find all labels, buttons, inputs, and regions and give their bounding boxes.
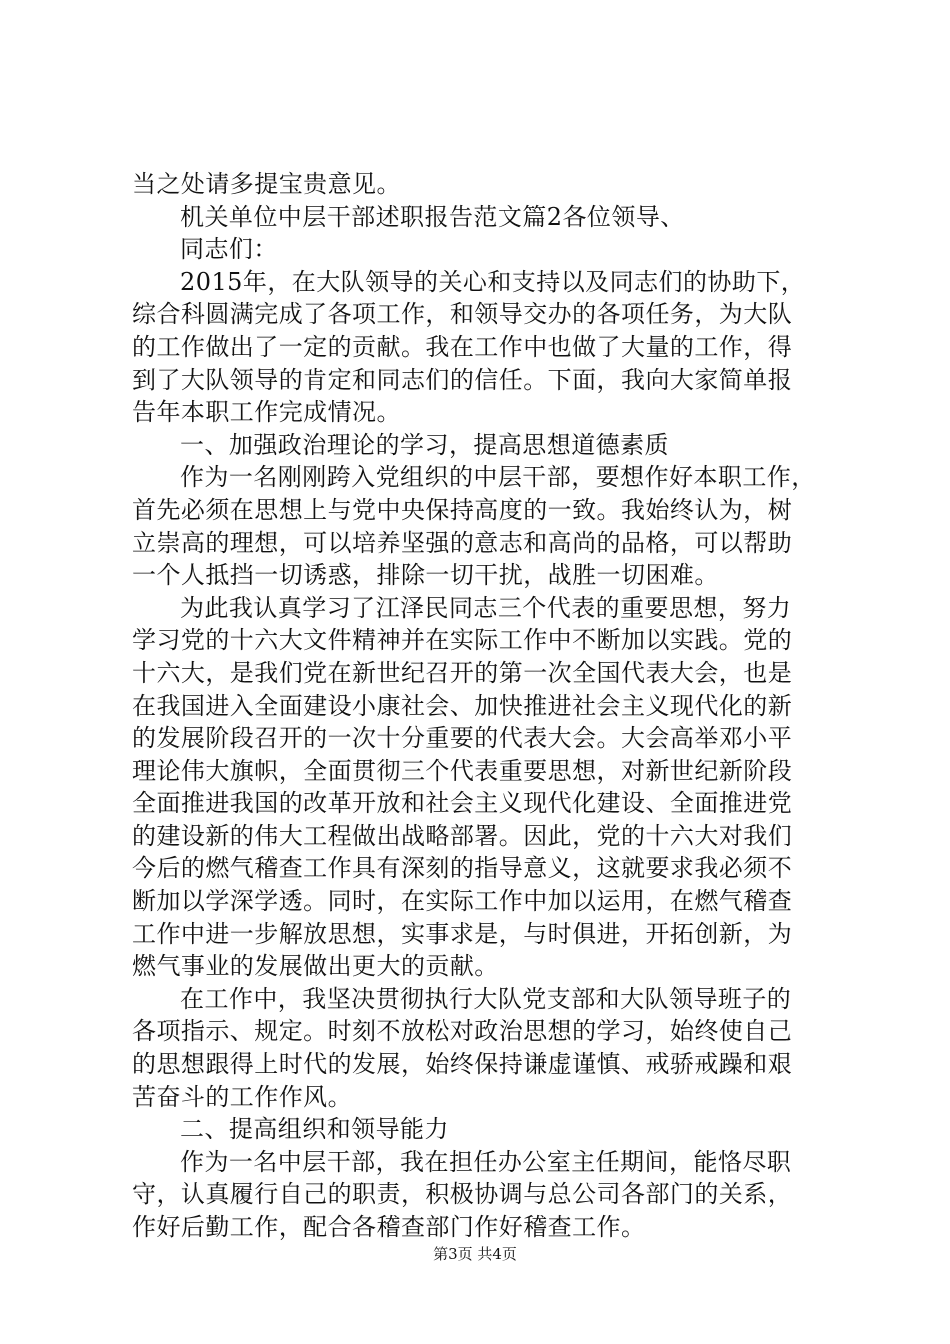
text-line: 苦奋斗的工作作风。 — [132, 1082, 353, 1111]
text-line: 在工作中，我坚决贯彻执行大队党支部和大队领导班子的 — [180, 984, 792, 1013]
text-line: 燃气事业的发展做出更大的贡献。 — [132, 952, 499, 981]
document-body — [132, 168, 832, 1244]
text-line: 机关单位中层干部述职报告范文篇2各位领导、 — [180, 202, 685, 231]
text-line: 工作中进一步解放思想，实事求是，与时俱进，开拓创新，为 — [132, 919, 793, 948]
text-line: 2015年，在大队领导的关心和支持以及同志们的协助下， — [180, 267, 806, 296]
text-line: 各项指示、规定。时刻不放松对政治思想的学习，始终使自己 — [132, 1017, 793, 1046]
text-line: 的工作做出了一定的贡献。我在工作中也做了大量的工作，得 — [132, 332, 793, 361]
text-line: 十六大，是我们党在新世纪召开的第一次全国代表大会，也是 — [132, 658, 793, 687]
text-line: 一个人抵挡一切诱惑，排除一切干扰，战胜一切困难。 — [132, 561, 719, 590]
text-line: 的建设新的伟大工程做出战略部署。因此，党的十六大对我们 — [132, 821, 793, 850]
text-line: 学习党的十六大文件精神并在实际工作中不断加以实践。党的 — [132, 626, 793, 655]
page-number-footer: 第3页 共4页 — [433, 1245, 517, 1263]
text-line: 今后的燃气稽查工作具有深刻的指导意义，这就要求我必须不 — [132, 854, 793, 883]
text-line: 的发展阶段召开的一次十分重要的代表大会。大会高举邓小平 — [132, 724, 793, 753]
text-line: 在我国进入全面建设小康社会、加快推进社会主义现代化的新 — [132, 691, 793, 720]
text-line: 当之处请多提宝贵意见。 — [132, 170, 401, 198]
section-heading: 一、加强政治理论的学习，提高思想道德素质 — [180, 430, 669, 459]
text-line: 为此我认真学习了江泽民同志三个代表的重要思想，努力 — [180, 593, 792, 622]
text-line: 作好后勤工作，配合各稽查部门作好稽查工作。 — [132, 1213, 646, 1241]
text-line: 同志们： — [180, 235, 278, 264]
text-line: 理论伟大旗帜，全面贯彻三个代表重要思想，对新世纪新阶段 — [132, 756, 793, 785]
text-line: 断加以学深学透。同时，在实际工作中加以运用，在燃气稽查 — [132, 887, 793, 916]
text-line: 全面推进我国的改革开放和社会主义现代化建设、全面推进党 — [132, 789, 793, 818]
text-line: 综合科圆满完成了各项工作，和领导交办的各项任务，为大队 — [132, 300, 793, 329]
text-line: 立崇高的理想，可以培养坚强的意志和高尚的品格，可以帮助 — [132, 528, 793, 557]
section-heading: 二、提高组织和领导能力 — [180, 1115, 449, 1144]
text-line: 告年本职工作完成情况。 — [132, 398, 401, 427]
text-line: 守，认真履行自己的职责，积极协调与总公司各部门的关系， — [132, 1180, 793, 1209]
text-line: 作为一名中层干部，我在担任办公室主任期间，能恪尽职 — [180, 1147, 792, 1176]
text-line: 首先必须在思想上与党中央保持高度的一致。我始终认为，树 — [132, 495, 793, 524]
text-line: 的思想跟得上时代的发展，始终保持谦虚谨慎、戒骄戒躁和艰 — [132, 1050, 793, 1079]
text-line: 到了大队领导的肯定和同志们的信任。下面，我向大家简单报 — [132, 365, 793, 394]
text-line: 作为一名刚刚跨入党组织的中层干部，要想作好本职工作， — [180, 463, 816, 492]
